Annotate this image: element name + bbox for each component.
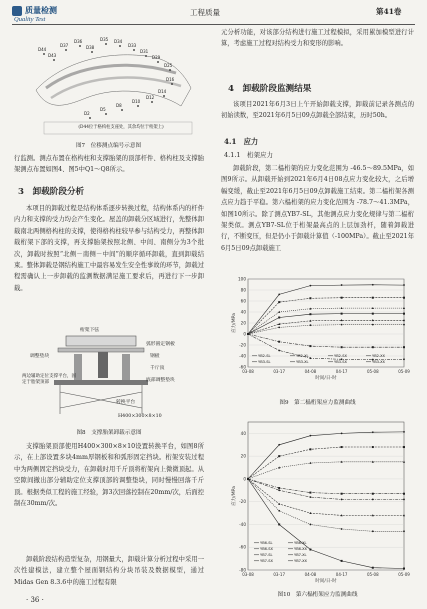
- truss-band: [46, 65, 176, 88]
- point-label: D2: [84, 111, 90, 116]
- displacement-point: [169, 69, 171, 71]
- displacement-point: [121, 109, 123, 111]
- point-label: D14: [158, 89, 167, 94]
- journal-logo-block: [12, 4, 82, 26]
- jack-right: [122, 354, 130, 380]
- header-center: 工程质量: [190, 8, 220, 17]
- jack-center: [98, 352, 108, 378]
- data-point: [403, 530, 405, 532]
- legend-entry: YB2-XL: [296, 354, 309, 358]
- point-label: D16: [166, 77, 175, 82]
- y-tick-label: 60: [240, 298, 246, 304]
- x-axis-label: 时间/日-时: [315, 579, 337, 584]
- y-axis-label: 应力/MPa: [232, 313, 237, 333]
- y-tick-label: -60: [239, 544, 246, 550]
- data-point: [341, 493, 343, 495]
- left-paragraph-4: 卸载阶段结构造型复杂，用钢量大，卸载计算分析过程中采用一次性建模法，建立整个屋面钢结构分块吊装及数据模型，通过 Midas Gen 8.3.6中的施工过程有限: [14, 556, 204, 586]
- figure-8-unloading-diagram: [28, 322, 188, 422]
- point-label: D35: [100, 37, 109, 42]
- data-point: [372, 446, 374, 448]
- displacement-point: [137, 105, 139, 107]
- label-h-beam: H400×300×8×10: [118, 414, 162, 419]
- data-point: [341, 446, 343, 448]
- data-point: [341, 528, 343, 530]
- page-number: · 36 ·: [26, 596, 44, 604]
- series-line: [248, 334, 404, 347]
- data-point: [403, 346, 405, 348]
- point-label: D8: [116, 103, 122, 108]
- data-point: [372, 284, 374, 286]
- displacement-point: [105, 43, 107, 45]
- label-two-jack-platform: 两边辅助定位支撑平台，固定于胎架顶部: [22, 374, 76, 385]
- point-label: D33: [128, 43, 137, 48]
- y-tick-label: -20: [239, 499, 246, 505]
- y-tick-label: 20: [240, 320, 246, 326]
- data-point: [309, 549, 311, 551]
- legend-entry: YB6-SX: [260, 547, 273, 551]
- data-point: [403, 568, 405, 570]
- data-point: [403, 446, 405, 448]
- y-tick-label: -40: [239, 353, 246, 359]
- point-label: D37: [60, 43, 69, 48]
- fig7-caption: 图7 位移测点编号示意图: [75, 143, 142, 149]
- displacement-point: [65, 49, 67, 51]
- data-point: [372, 313, 374, 315]
- data-point: [278, 317, 280, 319]
- point-label: D43: [48, 53, 57, 58]
- displacement-point: [145, 55, 147, 57]
- data-point: [278, 523, 280, 525]
- data-point: [341, 324, 343, 326]
- data-point: [372, 567, 374, 569]
- figure-9-chart: [226, 275, 411, 393]
- legend-entry: YB3-XX: [372, 360, 385, 364]
- data-point: [278, 487, 280, 489]
- displacement-point: [91, 51, 93, 53]
- data-point: [403, 461, 405, 463]
- label-steel-plate: 钢板: [150, 354, 160, 359]
- journal-title-cn: 质量检测: [25, 5, 57, 15]
- legend-entry: YB7-XL: [294, 553, 307, 557]
- point-label: D38: [86, 45, 95, 50]
- legend-entry: YB2-SX: [334, 354, 347, 358]
- x-tick-label: 05-09: [398, 572, 410, 577]
- data-point: [310, 285, 312, 287]
- data-point: [278, 444, 280, 446]
- legend-entry: YB3-SL: [258, 360, 271, 364]
- data-point: [341, 499, 343, 501]
- data-point: [278, 489, 280, 491]
- y-tick-label: 80: [240, 287, 246, 293]
- y-tick-label: 100: [238, 276, 246, 282]
- data-point: [278, 341, 280, 343]
- data-point: [341, 432, 343, 434]
- data-point: [403, 431, 405, 433]
- data-point: [278, 327, 280, 329]
- series-line: [248, 320, 404, 334]
- y-tick-label: 0: [243, 331, 246, 337]
- series-line: [248, 479, 404, 516]
- x-tick-label: 04-17: [335, 572, 348, 577]
- right-paragraph-1: 元分析功能，对该部分结构进行施工过程模拟，采用累加模型进行计算，考虑施工过程对结构受力和变形的影响。: [221, 29, 414, 48]
- data-point: [247, 333, 249, 335]
- section-3-heading: 3 卸载阶段分析: [18, 187, 85, 197]
- heading-4-1-1: 4.1.1 桁架应力: [224, 151, 274, 159]
- point-label: D12: [146, 95, 155, 100]
- displacement-point: [53, 59, 55, 61]
- figure-10-chart: [226, 418, 411, 588]
- data-point: [403, 493, 405, 495]
- left-paragraph-3: 支撑胎架顶部使用H400×300×8×10设置转换平台，如图8所示，在上部设置多块4mm厚钢板和和弧形固定挡块。桁架安装过程中为两侧固定挡块受力，在卸载时用千斤顶将桁架向上微微顶起。从空隙间撤出部分辅助定位支撑顶部的调整垫块，同时慢慢回落千斤顶。根据类似工程的施工经验，卸3次回落控制在20mm/次，后面控制在30mm/次。: [14, 443, 204, 508]
- data-point: [341, 307, 343, 309]
- x-tick-label: 03-17: [273, 369, 286, 374]
- fig9-caption: 图9 第二榀桁架应力监测曲线: [279, 400, 356, 406]
- point-label: D36: [74, 39, 83, 44]
- logo-mark: [12, 6, 22, 16]
- data-point: [403, 284, 405, 286]
- legend-entry: YB2-XX: [372, 354, 385, 358]
- fig8-caption: 图8 支撑胎架卸载示意图: [76, 430, 142, 436]
- x-axis-label: 时间/日-时: [315, 376, 337, 381]
- series-line: [248, 432, 404, 479]
- displacement-point: [89, 117, 91, 119]
- label-turn-platform: 转换平台: [116, 400, 136, 405]
- legend-entry: YB6-XX: [294, 547, 307, 551]
- point-label: D29: [152, 55, 161, 60]
- legend-entry: YB3-SX: [334, 360, 347, 364]
- data-point: [372, 324, 374, 326]
- data-point: [310, 524, 312, 526]
- y-tick-label: 20: [240, 453, 246, 459]
- x-tick-label: 03-08: [242, 369, 254, 374]
- displacement-point: [157, 61, 159, 63]
- y-tick-label: -60: [239, 364, 246, 370]
- series-line: [248, 447, 404, 479]
- data-point: [372, 346, 374, 348]
- legend-entry: YB6-SL: [260, 541, 273, 545]
- displacement-point: [133, 49, 135, 51]
- legend-entry: YB7-SL: [260, 553, 273, 557]
- displacement-point: [79, 45, 81, 47]
- data-point: [310, 496, 312, 498]
- series-line: [248, 462, 404, 479]
- data-point: [278, 503, 280, 505]
- data-point: [372, 297, 374, 299]
- x-tick-label: 04-17: [335, 369, 348, 374]
- label-arc-plate: 弧形圆定钢板: [146, 342, 175, 347]
- point-label: D5: [100, 107, 106, 112]
- header-rule: [12, 24, 415, 25]
- fig7-note: (D44位于格构柱支座处，其余均位于桁架上): [78, 125, 164, 130]
- x-tick-label: 04-08: [304, 369, 317, 374]
- data-point: [341, 284, 343, 286]
- y-axis-label: 应力/MPa: [232, 486, 237, 506]
- x-tick-label: 03-17: [273, 572, 286, 577]
- x-tick-label: 05-08: [366, 572, 379, 577]
- data-point: [278, 350, 280, 352]
- legend-entry: YB3-XL: [296, 360, 309, 364]
- journal-title-en: Quality Test: [14, 16, 46, 23]
- data-point: [403, 358, 405, 360]
- data-point: [372, 499, 374, 501]
- label-load-cushion: 底部调整垫块: [146, 378, 175, 383]
- left-paragraph-2: 本项目的卸载过程是结构体系逐步转换过程，结构体系内的杆件内力和支撑的受力均会产生变化。屋盖的卸载分区域进行，先整体卸载南北两侧格构柱的支撑，使得格构柱较早参与结构受力，再整体卸载桁架下部的支撑，再支撑胎架按照北侧、中间、南侧分为3个批次，卸载时按照“北侧－南侧－中间”的顺序循环卸载，直到卸载结束。整体卸载是钢结构施工中最容易发生安全性事故的环节，卸载过程需确认上一步卸载的监测数据满足施工要求后，再进行下一步卸载。: [14, 205, 204, 292]
- data-point: [278, 301, 280, 303]
- y-tick-label: 0: [243, 476, 246, 482]
- series-line: [248, 479, 404, 500]
- data-point: [341, 346, 343, 348]
- section-4-heading: 4 卸载阶段监测结果: [228, 84, 312, 94]
- y-tick-label: -40: [239, 521, 246, 527]
- truss-chord-rect: [66, 336, 136, 346]
- y-tick-label: -80: [239, 567, 246, 573]
- y-tick-label: -20: [239, 342, 246, 348]
- header-volume: 第41卷: [376, 7, 402, 16]
- point-label: D10: [132, 99, 141, 104]
- truss-band: [51, 77, 181, 98]
- right-paragraph-3: 卸载阶段，第二榀桁架的应力变化范围为 -46.5～89.5MPa，如图9所示。从卸载开始到2021年6月4日08点应力变化较大，之后增幅变缓，截止至2021年6月5日09点卸载施工结束。第二榀桁架各测点应力趋于平稳。第六榀桁架的应力变化范围为 -78.7～41.3MPa，如图10所示。除了测点YB7-SL，其他测点应力变化规律与第二榀桁架类似。测点YB7-SL位于桁架最高点的上层加劲杆，随着卸载进行，不断变压，但是仍小于卸载计算值（-100MPa）。截止至2021年6月5日09点卸载施工: [221, 165, 414, 252]
- displacement-point: [151, 101, 153, 103]
- data-point: [403, 324, 405, 326]
- data-point: [341, 313, 343, 315]
- displacement-point: [119, 45, 121, 47]
- fig10-caption: 图10 第六榀桁架应力监测曲线: [277, 592, 358, 598]
- series-line: [248, 298, 404, 334]
- data-point: [309, 345, 311, 347]
- data-point: [310, 435, 312, 437]
- data-point: [403, 499, 405, 501]
- displacement-point: [163, 95, 165, 97]
- point-label: D34: [114, 39, 123, 44]
- data-point: [309, 492, 311, 494]
- data-point: [309, 313, 311, 315]
- legend-entry: YB6-XL: [294, 541, 307, 545]
- data-point: [310, 324, 312, 326]
- series-line: [248, 479, 404, 531]
- figure-7-displacement-points: [16, 28, 201, 138]
- data-point: [278, 294, 280, 296]
- data-point: [247, 478, 249, 480]
- series-line: [248, 325, 404, 334]
- data-point: [278, 510, 280, 512]
- data-point: [310, 357, 312, 359]
- point-label: D44: [38, 47, 47, 52]
- label-truss-chord: 桁架下弦: [80, 328, 100, 333]
- x-tick-label: 05-08: [366, 369, 379, 374]
- data-point: [372, 493, 374, 495]
- displacement-point: [105, 113, 107, 115]
- legend-entry: YB7-SX: [260, 559, 273, 563]
- data-point: [341, 560, 343, 562]
- displacement-point: [43, 53, 45, 55]
- point-label: D31: [140, 49, 149, 54]
- heading-4-1: 4.1 应力: [224, 137, 259, 146]
- data-point: [341, 297, 343, 299]
- data-point: [278, 455, 280, 457]
- data-point: [403, 313, 405, 315]
- series-line: [248, 479, 404, 494]
- displacement-point: [171, 83, 173, 85]
- right-paragraph-2: 该项目2021年6月3日上午开始卸载支撑，卸载前记录各测点的初始读数，至2021年6月5日09点卸载全部结束，历时50h。: [221, 101, 414, 120]
- label-jack: 千斤顶: [150, 366, 165, 371]
- y-tick-label: 40: [240, 309, 246, 315]
- legend-entry: YB2-SL: [258, 354, 271, 358]
- x-tick-label: 04-08: [304, 572, 317, 577]
- data-point: [309, 448, 311, 450]
- left-paragraph-1: 行监测。测点布置在格构柱和支撑胎架的顶部杆件、格构柱及支撑胎架测点布置如图4、图5中Q1～Q8所示。: [14, 155, 204, 174]
- data-point: [403, 297, 405, 299]
- data-point: [278, 466, 280, 468]
- data-point: [372, 530, 374, 532]
- y-tick-label: 40: [240, 430, 246, 436]
- legend-entry: YB7-XX: [294, 559, 307, 563]
- point-label: D25: [164, 63, 173, 68]
- steel-plate-rect: [58, 348, 144, 352]
- label-adjust-block: 调整垫块: [30, 354, 50, 359]
- x-tick-label: 03-08: [242, 572, 254, 577]
- data-point: [372, 431, 374, 433]
- series-line: [248, 314, 404, 334]
- x-tick-label: 05-09: [398, 369, 410, 374]
- data-point: [309, 297, 311, 299]
